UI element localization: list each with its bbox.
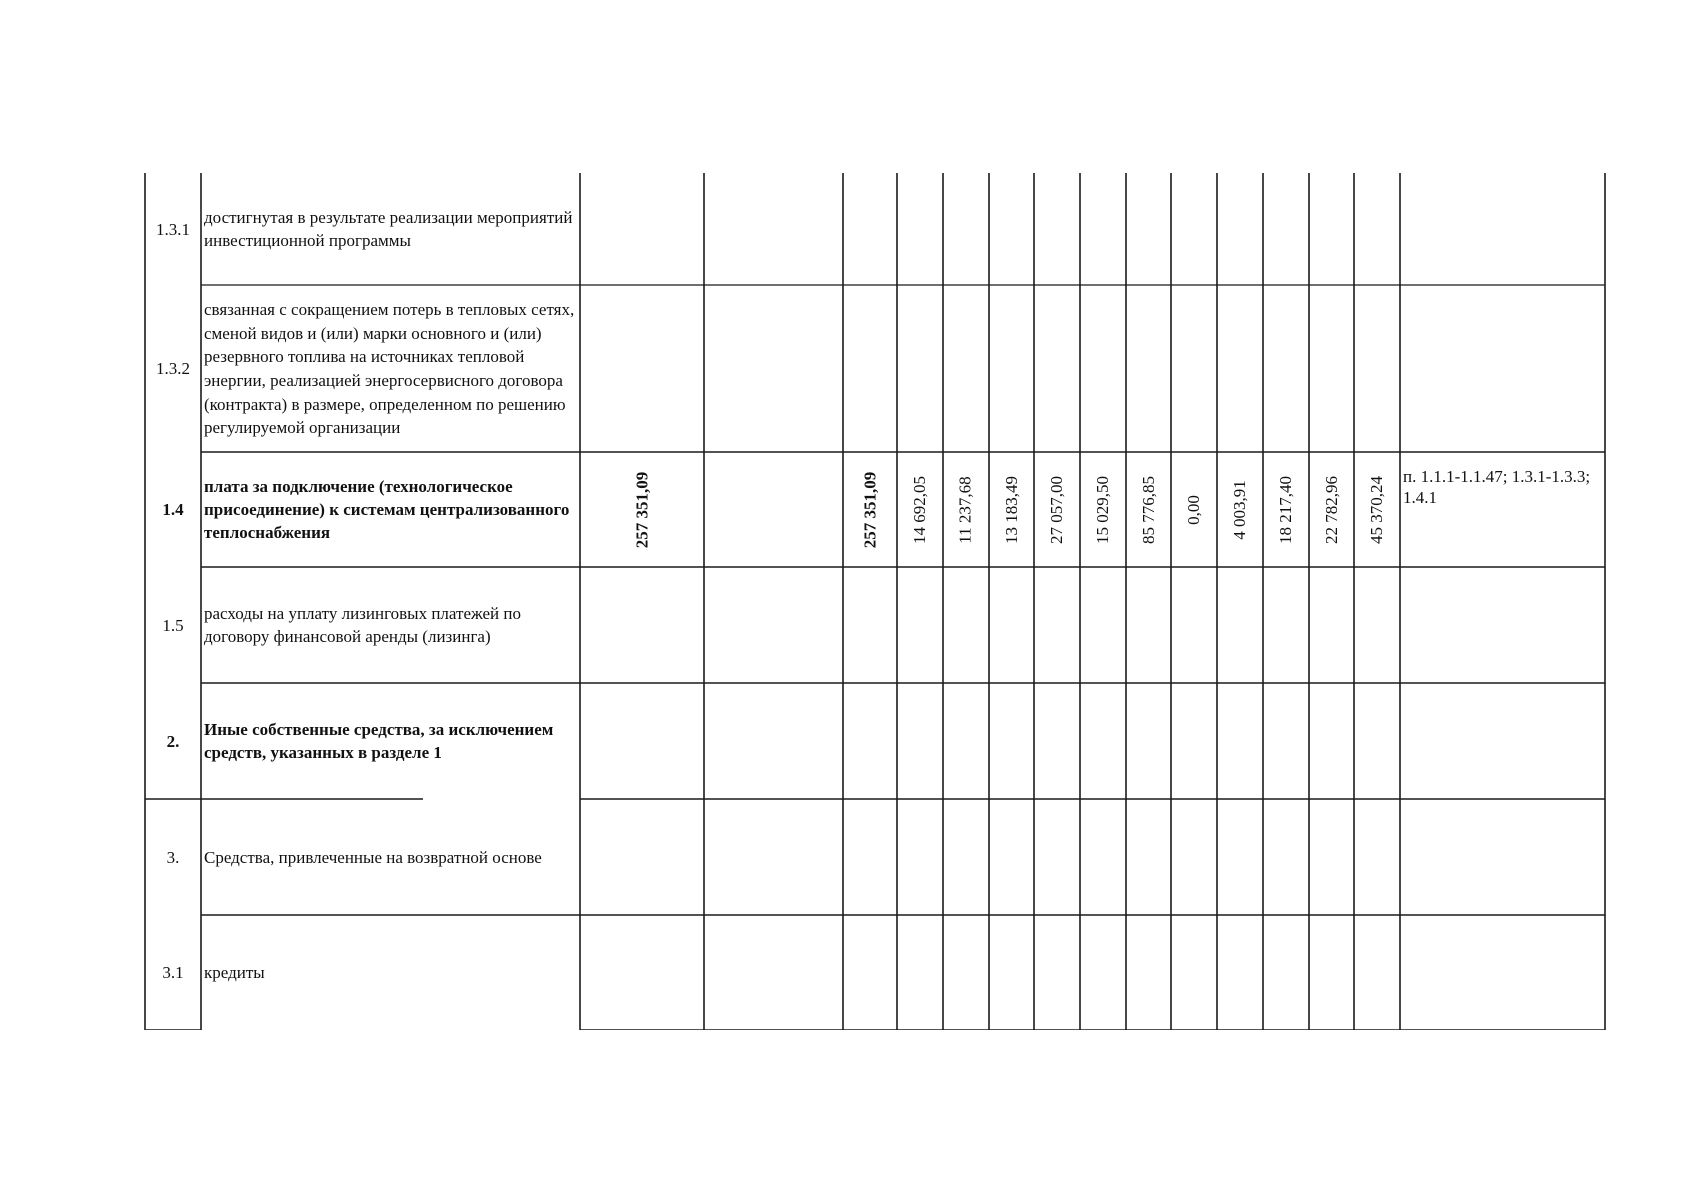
year-value: 85 776,85	[1138, 475, 1158, 544]
funding-table	[143, 173, 1609, 1030]
year-value: 45 370,24	[1367, 475, 1386, 544]
row-number: 2.	[166, 731, 180, 751]
reference-note: п. 1.1.1-1.1.47; 1.3.1-1.3.3; 1.4.1	[1403, 467, 1591, 507]
row-number: 3.1	[162, 963, 184, 982]
row-description: плата за подключение (технологическое присоединение) к системам централизованного теплоснабжения	[204, 477, 570, 542]
row-description: Иные собственные средства, за исключением средств, указанных в разделе 1	[204, 720, 554, 762]
year-value: 14 692,05	[910, 475, 929, 544]
year-value: 0,00	[1184, 494, 1203, 525]
total-value: 257 351,09	[632, 471, 651, 548]
year-value: 11 237,68	[956, 475, 975, 544]
year-value: 18 217,40	[1276, 475, 1295, 544]
year-value: 15 029,50	[1093, 475, 1112, 544]
row-description: расходы на уплату лизинговых платежей по договору финансовой аренды (лизинга)	[204, 604, 521, 646]
row-number: 1.5	[162, 615, 184, 635]
year-value: 4 003,91	[1230, 479, 1249, 540]
row-description: достигнутая в результате реализации мероприятий инвестиционной программы	[204, 208, 573, 250]
row-description: Средства, привлеченные на возвратной основе	[204, 847, 542, 867]
row-number: 1.3.1	[156, 219, 190, 239]
row-description: связанная с сокращением потерь в тепловых сетях, сменой видов и (или) марки основного и (или) резервного топлива на источниках тепловой энергии, реализацией энергосервисного договора (контракта) в размере, определенном по решению регулируемой организации	[204, 300, 575, 438]
year-value: 13 183,49	[1001, 475, 1021, 544]
row-number: 1.4	[162, 500, 184, 519]
year-value: 27 057,00	[1047, 475, 1066, 544]
year-value: 22 782,96	[1321, 475, 1341, 544]
row-number: 3.	[166, 847, 180, 867]
total-value-period: 257 351,09	[860, 471, 879, 548]
row-description: кредиты	[204, 963, 265, 982]
row-number: 1.3.2	[156, 359, 190, 378]
